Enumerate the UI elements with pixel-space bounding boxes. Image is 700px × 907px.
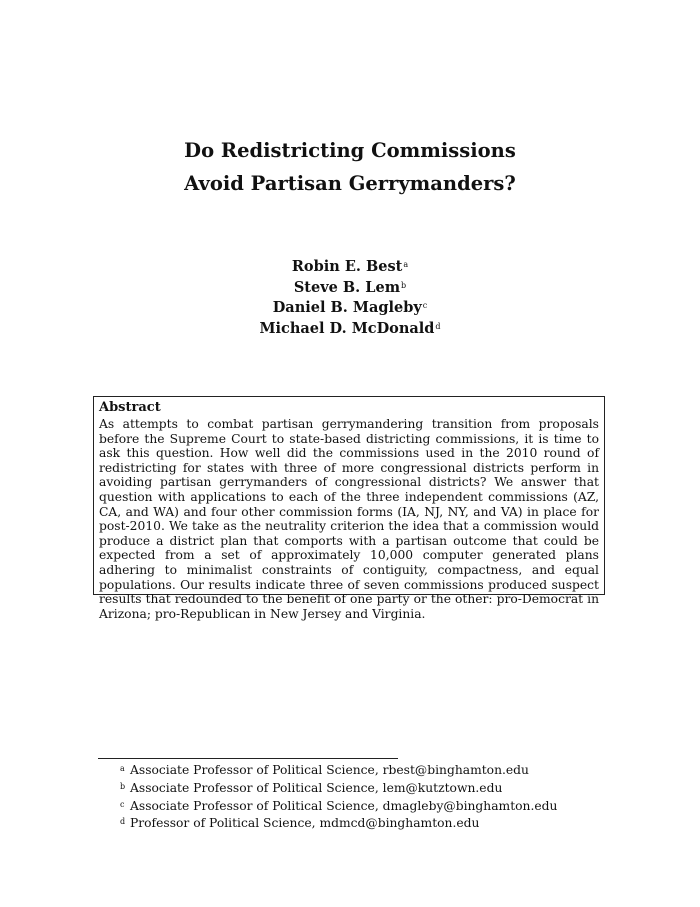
author-name: Steve B. Lem (293, 278, 401, 296)
footnote-mark: b (120, 781, 126, 791)
footnote-d (120, 814, 600, 832)
author-2 (0, 277, 700, 298)
author-list (0, 256, 700, 338)
footnote-text: Associate Professor of Political Science, lem@kutztown.edu (130, 780, 503, 795)
footnote-text: Associate Professor of Political Science, rbest@binghamton.edu (130, 763, 529, 777)
title-line-1: Do Redistricting Commissions (184, 139, 516, 162)
abstract-box (93, 396, 605, 621)
author-mark: a (403, 260, 409, 269)
paper-title (0, 134, 700, 200)
abstract-heading: Abstract (99, 400, 161, 415)
footnote-mark: d (120, 817, 126, 827)
footnote-b (120, 779, 600, 797)
author-mark: d (435, 321, 441, 331)
author-mark: c (422, 301, 428, 310)
author-mark: b (401, 280, 407, 290)
footnote-a (120, 761, 600, 779)
author-1 (0, 256, 700, 277)
author-name: Daniel B. Magleby (272, 299, 422, 316)
title-line-2: Avoid Partisan Gerrymanders? (184, 172, 516, 195)
footnote-list (120, 761, 600, 832)
abstract-text: As attempts to combat partisan gerrymandering transition from proposals before the Supreme Court to state-based districting commissions, it is time to ask this question. How well did the commissions used in the 2010 round of redistricting for states with three of more congressional districts perform in avoiding partisan gerrymanders of congressional districts? We answer that question with applications to each of the three independent commissions (AZ, CA, and WA) and four other commission forms (IA, NJ, NY, and VA) in place for post-2010. We take as the neutrality criterion the idea that a commission would produce a district plan that comports with a partisan outcome that could be expected from a set of approximately 10,000 computer generated plans adhering to minimalist constraints of contiguity, compactness, and equal populations. Our results indicate three of seven commissions produced suspect results that redounded to the benefit of one party or the other: pro-Democrat in Arizona; pro-Republican in New Jersey and Virginia. (99, 417, 599, 621)
footnote-text: Associate Professor of Political Science, dmagleby@binghamton.edu (130, 798, 558, 813)
footnote-c (120, 797, 600, 815)
author-4 (0, 318, 700, 339)
footnote-divider (98, 758, 398, 759)
footnote-text: Professor of Political Science, mdmcd@binghamton.edu (130, 816, 480, 831)
author-3 (0, 297, 700, 318)
footnote-mark: c (120, 799, 125, 809)
author-name: Robin E. Best (291, 258, 403, 275)
author-name: Michael D. McDonald (259, 319, 435, 337)
footnote-mark: a (120, 764, 125, 773)
